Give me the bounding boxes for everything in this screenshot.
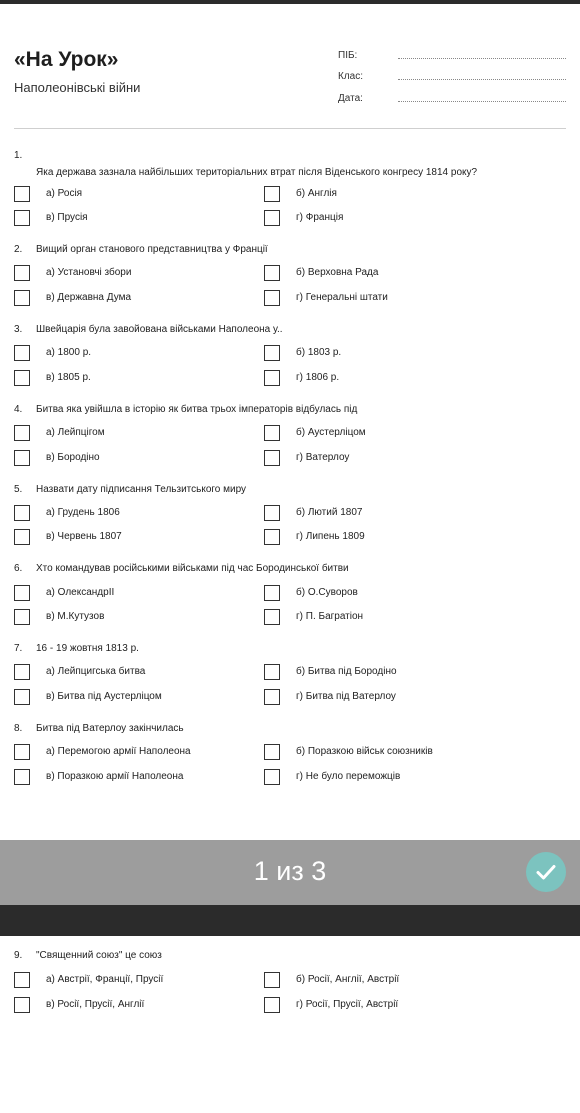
checkbox[interactable] [264, 664, 280, 680]
checkbox[interactable] [14, 972, 30, 988]
question-number: 8. [14, 723, 23, 734]
checkbox[interactable] [14, 585, 30, 601]
question-number: 1. [14, 150, 23, 161]
option-label: г) Росії, Прусії, Австрії [296, 999, 399, 1010]
checkbox[interactable] [264, 210, 280, 226]
option-label: а) ОлександрІІ [46, 587, 115, 598]
question-text: Швейцарія була завойована військами Наполеона у.. [36, 324, 283, 335]
question-text: Битва яка увійшла в історію як битва трьох імператорів відбулась під [36, 404, 358, 415]
checkbox[interactable] [14, 425, 30, 441]
brand-title: «На Урок» [14, 48, 119, 71]
option-label: а) 1800 р. [46, 347, 92, 358]
name-field-line [398, 58, 566, 59]
question-text: Вищий орган станового представництва у Франції [36, 244, 268, 255]
option-label: в) Прусія [46, 212, 88, 223]
option-label: а) Лейпцігом [46, 427, 105, 438]
option-label: в) Поразкою армії Наполеона [46, 771, 184, 782]
option-label: в) Росії, Прусії, Англії [46, 999, 145, 1010]
checkbox[interactable] [14, 769, 30, 785]
question-text: "Священний союз" це союз [36, 950, 162, 961]
question-text: Битва під Ватерлоу закінчилась [36, 723, 184, 734]
option-label: в) 1805 р. [46, 372, 91, 383]
checkbox[interactable] [14, 505, 30, 521]
checkbox[interactable] [14, 370, 30, 386]
option-label: г) Не було переможців [296, 771, 401, 782]
checkbox[interactable] [264, 769, 280, 785]
checkbox[interactable] [14, 186, 30, 202]
option-label: б) Аустерліцом [296, 427, 366, 438]
checkbox[interactable] [264, 186, 280, 202]
checkbox[interactable] [14, 664, 30, 680]
question-number: 4. [14, 404, 23, 415]
question-6 [14, 563, 349, 574]
option-label: г) Франція [296, 212, 344, 223]
option-label: г) П. Багратіон [296, 611, 364, 622]
option-label: г) Липень 1809 [296, 531, 365, 542]
date-field-label: Дата: [338, 93, 363, 104]
question-8 [14, 723, 184, 734]
question-number: 5. [14, 484, 23, 495]
checkbox[interactable] [264, 744, 280, 760]
name-field-label: ПІБ: [338, 50, 358, 61]
checkbox[interactable] [264, 529, 280, 545]
check-button[interactable] [526, 852, 566, 892]
question-3 [14, 324, 283, 335]
option-label: б) Верховна Рада [296, 267, 379, 278]
question-2 [14, 244, 268, 255]
checkbox[interactable] [14, 450, 30, 466]
option-label: б) Росії, Англії, Австрії [296, 974, 400, 985]
option-label: г) 1806 р. [296, 372, 340, 383]
page-separator-bar [0, 905, 580, 936]
checkbox[interactable] [14, 997, 30, 1013]
name-field [338, 50, 357, 61]
checkbox[interactable] [264, 997, 280, 1013]
option-label: а) Австрії, Франції, Прусії [46, 974, 164, 985]
checkbox[interactable] [264, 345, 280, 361]
question-number: 9. [14, 950, 23, 961]
worksheet-page-1 [0, 4, 580, 840]
option-label: г) Битва під Ватерлоу [296, 691, 396, 702]
option-label: б) Лютий 1807 [296, 507, 363, 518]
question-5 [14, 484, 246, 495]
worksheet-page-2 [0, 936, 580, 1113]
question-text: 16 - 19 жовтня 1813 р. [36, 643, 139, 654]
question-text: Назвати дату підписання Тельзитського миру [36, 484, 247, 495]
check-icon [534, 860, 558, 884]
checkbox[interactable] [14, 529, 30, 545]
option-label: а) Установчі збори [46, 267, 132, 278]
checkbox[interactable] [264, 689, 280, 705]
question-number: 6. [14, 563, 23, 574]
question-number: 2. [14, 244, 23, 255]
option-label: в) Бородіно [46, 452, 100, 463]
page-indicator: 1 из 3 [253, 856, 327, 886]
question-number: 3. [14, 324, 23, 335]
checkbox[interactable] [264, 370, 280, 386]
option-label: б) О.Суворов [296, 587, 358, 598]
option-label: а) Лейпцигська битва [46, 666, 146, 677]
page-indicator-bar [0, 840, 580, 905]
option-label: а) Грудень 1806 [46, 507, 120, 518]
date-field-line [398, 101, 566, 102]
question-9 [14, 950, 162, 961]
option-label: б) Битва під Бородіно [296, 666, 397, 677]
option-label: б) Англія [296, 188, 337, 199]
question-text: Хто командував російськими військами під час Бородинської битви [36, 563, 349, 574]
checkbox[interactable] [264, 265, 280, 281]
question-number: 7. [14, 643, 23, 654]
option-label: г) Генеральні штати [296, 292, 388, 303]
question-7 [14, 643, 139, 654]
checkbox[interactable] [14, 290, 30, 306]
checkbox[interactable] [264, 425, 280, 441]
option-label: а) Росія [46, 188, 83, 199]
checkbox[interactable] [264, 585, 280, 601]
option-label: а) Перемогою армії Наполеона [46, 746, 191, 757]
option-label: г) Ватерлоу [296, 452, 350, 463]
header-divider [14, 128, 566, 129]
question-1 [14, 150, 477, 178]
checkbox[interactable] [14, 345, 30, 361]
worksheet-subject: Наполеонівські війни [14, 80, 141, 95]
checkbox[interactable] [264, 505, 280, 521]
checkbox[interactable] [264, 290, 280, 306]
checkbox[interactable] [14, 210, 30, 226]
checkbox[interactable] [264, 450, 280, 466]
option-label: б) Поразкою військ союзників [296, 746, 433, 757]
class-field-label: Клас: [338, 71, 363, 82]
class-field-line [398, 79, 566, 80]
date-field [338, 93, 363, 104]
checkbox[interactable] [264, 609, 280, 625]
option-label: б) 1803 р. [296, 347, 342, 358]
question-text: Яка держава зазнала найбільших територіальних втрат після Віденського конгресу 1814 року? [36, 167, 478, 178]
class-field [338, 71, 363, 82]
checkbox[interactable] [14, 265, 30, 281]
option-label: в) Державна Дума [46, 292, 132, 303]
checkbox[interactable] [14, 744, 30, 760]
option-label: в) Червень 1807 [46, 531, 122, 542]
checkbox[interactable] [14, 609, 30, 625]
checkbox[interactable] [264, 972, 280, 988]
checkbox[interactable] [14, 689, 30, 705]
question-4 [14, 404, 357, 415]
option-label: в) Битва під Аустерліцом [46, 691, 162, 702]
option-label: в) М.Кутузов [46, 611, 105, 622]
